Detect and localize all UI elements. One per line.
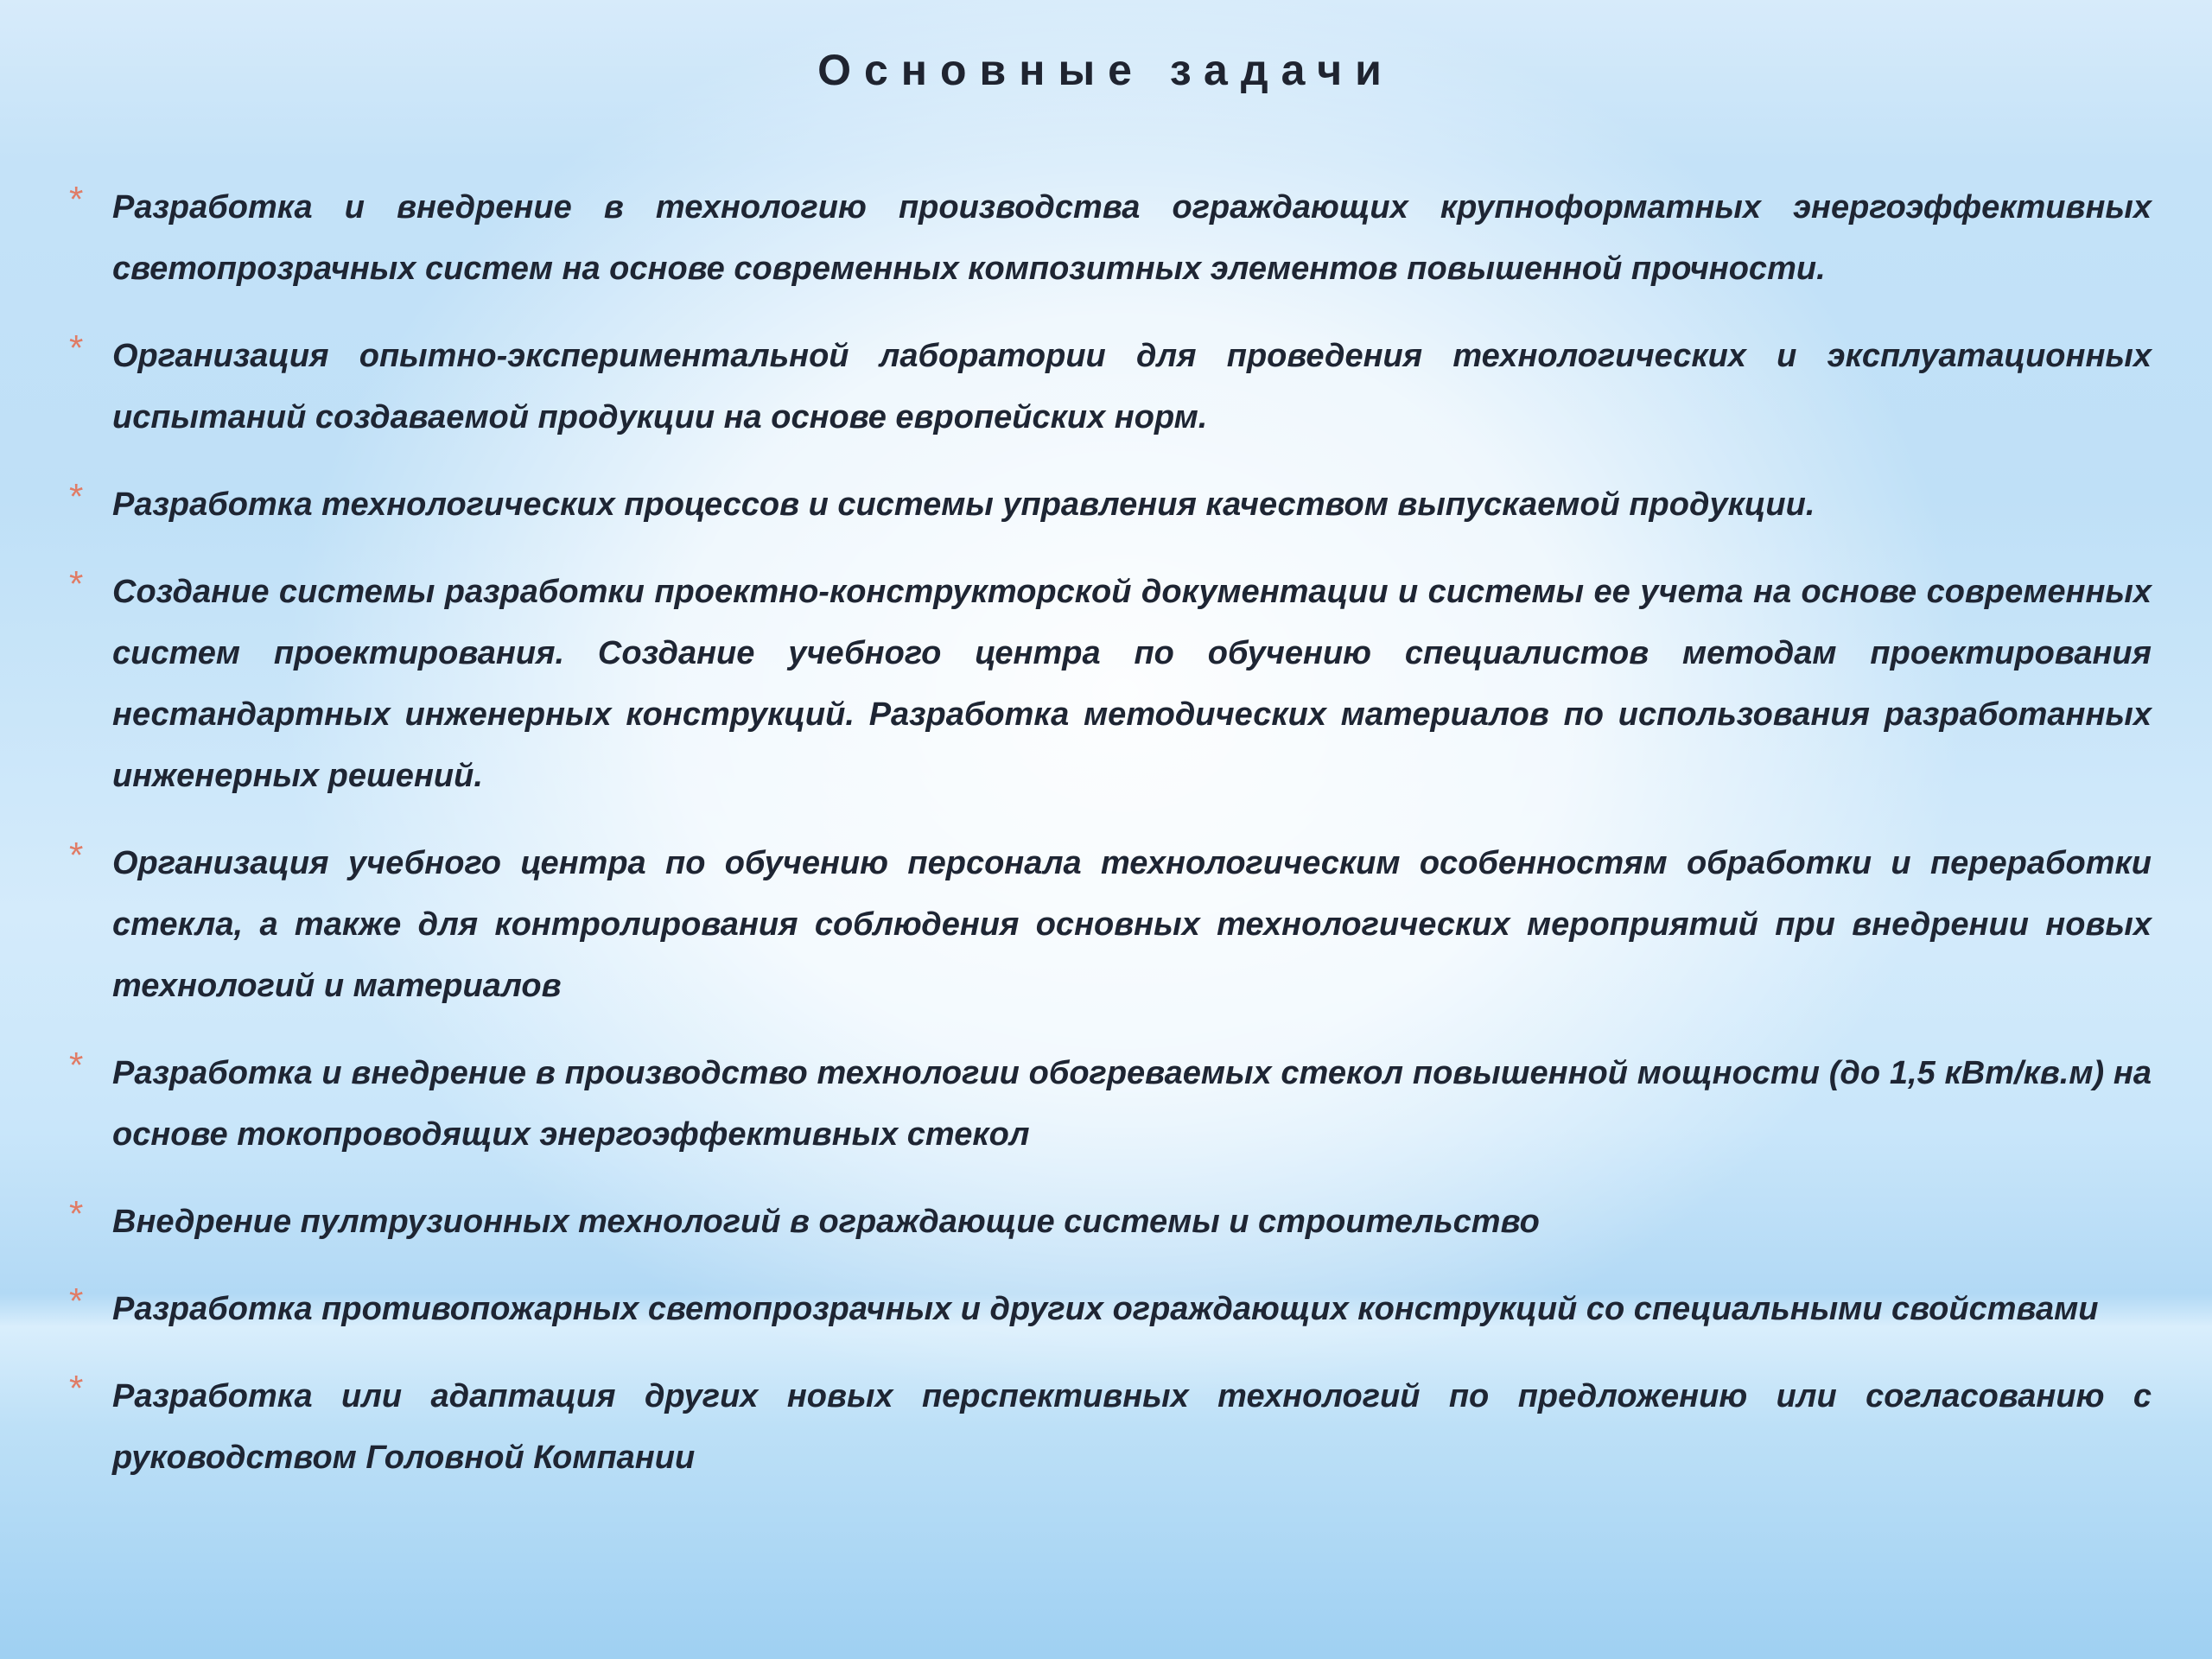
list-item-text: Внедрение пултрузионных технологий в ограждающие системы и строительство: [112, 1204, 1540, 1240]
list-item: [69, 833, 2152, 1017]
asterisk-bullet-icon: *: [69, 1281, 84, 1321]
asterisk-bullet-icon: *: [69, 327, 84, 368]
asterisk-bullet-icon: *: [69, 563, 84, 604]
list-item-text: Разработка или адаптация других новых перспективных технологий по предложению или согласованию с руководством Головной Компании: [112, 1378, 2152, 1476]
list-item: [69, 1043, 2152, 1166]
list-item: [69, 474, 2152, 536]
list-item-text: Организация учебного центра по обучению персонала технологическим особенностям обработки и переработки стекла, а также для контролирования соблюдения основных технологических мероприятий при внедрении новых технологий и материалов: [112, 845, 2152, 1004]
list-item-text: Разработка технологических процессов и системы управления качеством выпускаемой продукции.: [112, 486, 1815, 523]
list-item-text: Разработка противопожарных светопрозрачных и других ограждающих конструкций со специальными свойствами: [112, 1291, 2099, 1327]
list-item: [69, 1279, 2152, 1340]
list-item: [69, 1366, 2152, 1489]
list-item: [69, 177, 2152, 300]
list-item-text: Создание системы разработки проектно-конструкторской документации и системы ее учета на основе современных систем проектирования. Создание учебного центра по обучению специалистов методам проектирования нестандартных инженерных конструкций. Разработка методических материалов по использования разработанных инженерных решений.: [112, 574, 2152, 794]
list-item-text: Разработка и внедрение в производство технологии обогреваемых стекол повышенной мощности (до 1,5 кВт/кв.м) на основе токопроводящих энергоэффективных стекол: [112, 1055, 2152, 1153]
task-list: [69, 177, 2152, 1515]
asterisk-bullet-icon: *: [69, 1045, 84, 1085]
list-item-text: Разработка и внедрение в технологию производства ограждающих крупноформатных энергоэффективных светопрозрачных систем на основе современных композитных элементов повышенной прочности.: [112, 189, 2152, 287]
list-item: [69, 562, 2152, 807]
asterisk-bullet-icon: *: [69, 835, 84, 875]
list-item-text: Организация опытно-экспериментальной лаборатории для проведения технологических и эксплуатационных испытаний создаваемой продукции на основе европейских норм.: [112, 338, 2152, 435]
list-item: [69, 1192, 2152, 1253]
asterisk-bullet-icon: *: [69, 1368, 84, 1408]
asterisk-bullet-icon: *: [69, 476, 84, 517]
slide-title: Основные задачи: [817, 46, 1395, 94]
asterisk-bullet-icon: *: [69, 1193, 84, 1234]
asterisk-bullet-icon: *: [69, 179, 84, 219]
list-item: [69, 326, 2152, 448]
